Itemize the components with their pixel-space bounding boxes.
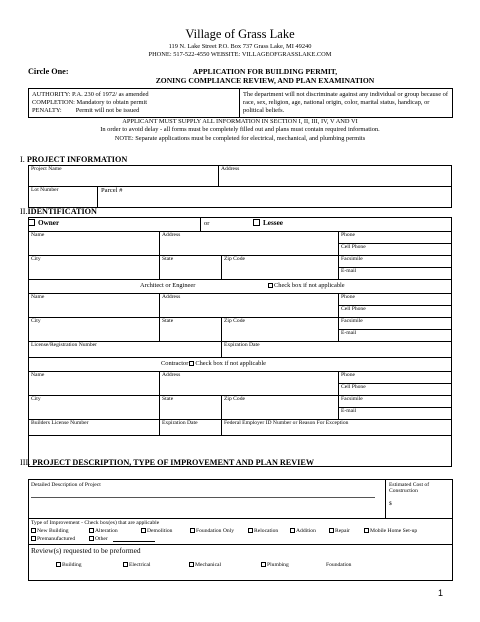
authority-text [32,91,149,115]
circle-one-label: Circle One: [28,67,69,76]
owner-fax-field[interactable] [339,256,452,268]
contractor-row [28,357,452,371]
architect-email-label: E-mail [341,330,357,336]
alteration-checkbox[interactable] [89,528,94,533]
owner-zip-field[interactable] [222,256,339,280]
contractor-cell-field[interactable] [339,384,452,396]
owner-state-field[interactable] [160,256,222,280]
contractor-phone-label: Phone [341,372,355,378]
penalty-line [32,107,149,115]
license-registration-label: License/Registration Number [31,342,98,348]
authority-box [28,88,453,118]
owner-cell-field[interactable] [339,244,452,256]
owner-phone-field[interactable] [339,232,452,244]
notice-line-1: APPLICANT MUST SUPPLY ALL INFORMATION IN SECTION I, II, III, IV, V AND VI [122,118,358,125]
discrimination-statement: The department will not discriminate against any individual or group because of race, sex, religion, age, national origin, color, marital status, handicap, or political beliefs. [243,91,448,114]
owner-fax-label: Facsimile [341,256,363,262]
section-3-heading [20,458,314,467]
project-info-table [28,165,452,208]
contractor-name-label: Name [31,372,45,378]
owner-email-field[interactable] [339,268,452,280]
notice-line-2: In order to avoid delay - all forms must be completely filled out and plans must contain required information. [100,126,380,134]
new-building-checkbox[interactable] [31,528,36,533]
contractor-email-field[interactable] [339,408,452,420]
lessee-option[interactable] [253,219,283,227]
lessee-checkbox[interactable] [253,219,260,226]
addition-label: Addition [296,528,316,534]
contractor-na-checkbox[interactable] [189,361,194,366]
office-address: 119 N. Lake Street P.O. Box 737 Grass Lake, MI 49240 [168,43,312,50]
demolition-label: Demolition [147,528,173,534]
section-1-heading [20,155,127,164]
premanufactured-checkbox[interactable] [31,536,36,541]
type-demolition[interactable] [141,528,172,534]
detailed-description-label: Detailed Description of Project [31,482,101,488]
repair-checkbox[interactable] [329,528,334,533]
other-blank-line[interactable] [113,541,155,542]
premanufactured-label: Premanufactured [37,536,76,542]
builders-license-label: Builders License Number [31,420,89,426]
other-label: Other [95,536,108,542]
type-mobile-home[interactable] [364,528,417,534]
architect-expiration-field[interactable] [222,342,452,358]
architect-label: Architect or Engineer [140,282,196,289]
type-premanufactured[interactable] [31,536,75,542]
owner-state-label: State [162,256,174,262]
architect-na-option[interactable] [268,282,345,289]
contractor-address-label: Address [162,372,181,378]
contractor-fax-label: Facsimile [341,396,363,402]
owner-cell-label: Cell Phone [341,244,366,250]
type-alteration[interactable] [89,528,118,534]
parcel-field[interactable] [98,187,125,195]
foundation-only-checkbox[interactable] [190,528,195,533]
notices [0,118,480,143]
project-address-field[interactable] [219,166,452,187]
architect-city-field[interactable] [29,318,160,342]
addition-checkbox[interactable] [290,528,295,533]
completion-line: COMPLETION: Mandatory to obtain permit [32,99,148,106]
section-3-numeral: III. [20,458,31,467]
review-mechanical-checkbox[interactable] [189,562,194,567]
owner-city-label: City [31,256,41,262]
contractor-city-label: City [31,396,41,402]
owner-name-field[interactable] [29,232,160,256]
type-relocation[interactable] [248,528,278,534]
architect-na-label: Check box if not applicable [274,282,345,289]
other-checkbox[interactable] [89,536,94,541]
relocation-label: Relocation [254,528,279,534]
contractor-name-field[interactable] [29,372,160,396]
form-title [120,67,410,85]
page-number: 1 [438,588,444,598]
lessee-label: Lessee [263,219,283,227]
type-of-improvement-label: Type of Improvement - Check box(es) that are applicable [31,520,160,526]
form-title-line-1: APPLICATION FOR BUILDING PERMIT, [192,67,338,76]
contractor-na-label: Check box if not applicable [195,360,266,367]
contractor-address-field[interactable] [160,372,339,396]
architect-state-label: State [162,318,174,324]
section-1-title: PROJECT INFORMATION [26,155,128,164]
section-2-numeral: II. [20,207,28,216]
architect-phone-label: Phone [341,294,355,300]
review-mechanical[interactable] [189,562,221,568]
architect-zip-field[interactable] [222,318,339,342]
review-building[interactable] [56,562,82,568]
architect-name-field[interactable] [29,294,160,318]
review-foundation[interactable] [326,562,351,568]
lot-parcel-row [29,187,452,208]
contractor-label: Contractor [161,360,189,367]
project-address-label: Address [221,166,240,172]
estimated-cost-field[interactable] [389,482,449,507]
contractor-phone-field[interactable] [339,372,452,384]
contractor-cell-label: Cell Phone [341,384,366,390]
contractor-email-label: E-mail [341,408,357,414]
lot-number-label: Lot Number [31,187,59,193]
project-description-box [28,479,453,581]
contractor-state-field[interactable] [160,396,222,420]
license-registration-field[interactable] [29,342,222,358]
architect-na-checkbox[interactable] [268,283,273,288]
builders-license-field[interactable] [29,420,160,436]
architect-name-label: Name [31,294,45,300]
owner-name-label: Name [31,232,45,238]
review-electrical[interactable] [123,562,150,568]
form-title-line-2: ZONING COMPLIANCE REVIEW, AND PLAN EXAMINATION [155,76,375,85]
review-building-label: Building [62,562,82,568]
contractor-option[interactable] [161,360,266,367]
review-building-checkbox[interactable] [56,562,61,567]
review-electrical-label: Electrical [129,562,151,568]
architect-table [28,293,452,358]
owner-city-field[interactable] [29,256,160,280]
repair-label: Repair [335,528,350,534]
architect-cell-field[interactable] [339,306,452,318]
office-contact: PHONE: 517-522-4550 WEBSITE: VILLAGEOFGRASSLAKE.COM [148,51,332,58]
owner-option[interactable] [28,219,59,227]
federal-id-field[interactable] [222,420,452,436]
contractor-state-label: State [162,396,174,402]
contractor-zip-field[interactable] [222,396,339,420]
notice-line-3: NOTE: Separate applications must be completed for electrical, mechanical, and plumbing permits [114,134,366,142]
type-foundation-only[interactable] [190,528,234,534]
architect-state-field[interactable] [160,318,222,342]
section-2-heading [20,207,97,216]
penalty-value: Permit will not be issued [75,107,140,114]
page-title: Village of Grass Lake [185,27,295,41]
owner-address-label: Address [162,232,181,238]
review-plumbing-checkbox[interactable] [261,562,266,567]
foundation-only-label: Foundation Only [196,528,235,534]
owner-checkbox[interactable] [28,219,35,226]
architect-cell-label: Cell Phone [341,306,366,312]
architect-fax-label: Facsimile [341,318,363,324]
authority-line: AUTHORITY: P.A. 230 of 1972/ as amended [32,91,149,98]
detailed-description-field[interactable] [29,480,386,518]
owner-zip-label: Zip Code [224,256,245,262]
review-electrical-checkbox[interactable] [123,562,128,567]
owner-table [28,231,452,280]
type-new-building[interactable] [31,528,69,534]
est-cost-label-1: Estimated Cost of [389,482,430,488]
architect-address-field[interactable] [160,294,339,318]
est-cost-label-2: Construction [389,488,418,495]
type-addition[interactable] [290,528,316,534]
owner-label: Owner [38,219,60,227]
section-2-title: IDENTIFICATION [27,207,97,216]
project-name-field[interactable] [29,166,219,187]
architect-city-label: City [31,318,41,324]
parcel-label: Parcel # [101,187,123,194]
architect-zip-label: Zip Code [224,318,245,324]
contractor-expiration-label: Expiration Date [162,420,198,426]
architect-phone-field[interactable] [339,294,452,306]
owner-phone-label: Phone [341,232,355,238]
mobile-home-label: Mobile Home Set-up [370,528,418,534]
contractor-fax-field[interactable] [339,396,452,408]
architect-expiration-label: Expiration Date [224,342,260,348]
federal-id-label: Federal Employer ID Number or Reason For Exception [224,420,349,426]
architect-email-field[interactable] [339,330,452,342]
demolition-checkbox[interactable] [141,528,146,533]
review-plumbing[interactable] [261,562,289,568]
review-plumbing-label: Plumbing [267,562,289,568]
lot-number-field[interactable] [29,187,98,207]
reviews-label: Review(s) requested to be preformed [31,546,141,555]
relocation-checkbox[interactable] [248,528,253,533]
contractor-table [28,371,452,436]
contractor-city-field[interactable] [29,396,160,420]
review-foundation-label: Foundation [326,562,352,568]
section-3-title: PROJECT DESCRIPTION, TYPE OF IMPROVEMENT AND PLAN REVIEW [32,458,315,467]
description-line [31,497,375,498]
type-other[interactable] [89,536,108,542]
mobile-home-checkbox[interactable] [364,528,369,533]
alteration-label: Alteration [95,528,118,534]
architect-fax-field[interactable] [339,318,452,330]
section-1-numeral: I. [20,155,25,164]
dollar-sign: $ [389,500,392,507]
penalty-label: PENALTY: [32,107,62,114]
owner-lessee-row [28,217,452,232]
architect-address-label: Address [162,294,181,300]
review-mechanical-label: Mechanical [195,562,222,568]
type-repair[interactable] [329,528,350,534]
contractor-expiration-field[interactable] [160,420,222,436]
owner-address-field[interactable] [160,232,339,256]
owner-email-label: E-mail [341,268,357,274]
new-building-label: New Building [37,528,69,534]
project-name-label: Project Name [31,166,62,172]
or-label: or [204,220,210,227]
architect-row [28,279,452,293]
contractor-zip-label: Zip Code [224,396,245,402]
